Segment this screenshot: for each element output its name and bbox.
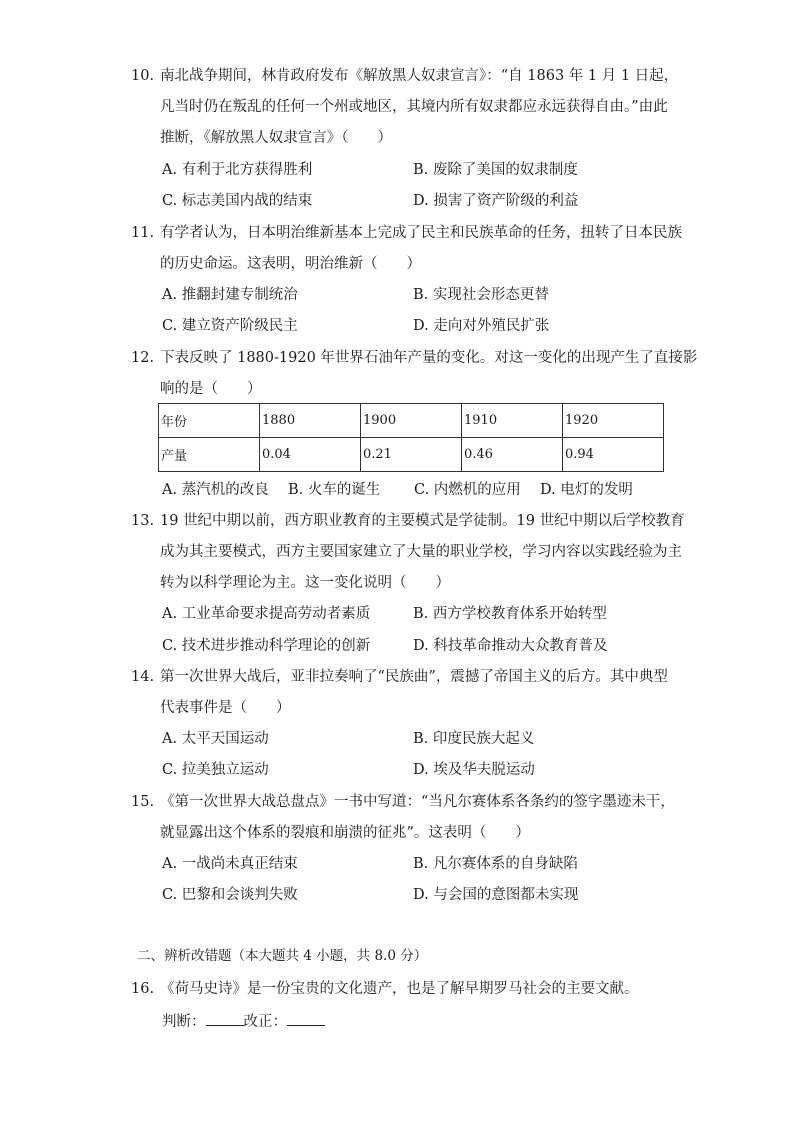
option-a: A. 太平天国运动 — [162, 731, 269, 747]
question-text-line: 就显露出这个体系的裂痕和崩溃的征兆”。这表明（ ） — [160, 825, 530, 841]
table-cell: 0.21 — [361, 438, 462, 472]
option-b: B. 凡尔赛体系的自身缺陷 — [413, 856, 578, 872]
table-cell: 1900 — [361, 404, 462, 438]
table-cell: 1920 — [563, 404, 664, 438]
question-number: 12. — [131, 350, 155, 366]
judge-blank[interactable] — [206, 1011, 244, 1026]
answer-line — [162, 1011, 325, 1032]
question-text-line: 有学者认为，日本明治维新基本上完成了民主和民族革命的任务，扭转了日本民族 — [160, 225, 682, 241]
table-cell: 0.94 — [563, 438, 664, 472]
question-number: 16. — [131, 981, 155, 997]
question-number: 11. — [131, 225, 155, 241]
table-row — [159, 438, 664, 472]
option-c: C. 建立资产阶级民主 — [162, 318, 298, 334]
table-cell: 1880 — [260, 404, 361, 438]
question-number: 13. — [131, 513, 155, 529]
question-text-line: 第一次世界大战后，亚非拉奏响了“民族曲”，震撼了帝国主义的后方。其中典型 — [160, 669, 668, 685]
question-text-line: 《第一次世界大战总盘点》一书中写道：“当凡尔赛体系各条约的签字墨迹未干， — [160, 794, 675, 810]
judge-label: 判断： — [162, 1014, 206, 1030]
option-d: D. 与会国的意图都未实现 — [413, 887, 579, 903]
table-row — [159, 404, 664, 438]
option-b: B. 实现社会形态更替 — [413, 287, 549, 303]
table-cell: 0.04 — [260, 438, 361, 472]
question-text-line: 推断，《解放黑人奴隶宣言》（ ） — [160, 130, 392, 146]
table-cell: 1910 — [462, 404, 563, 438]
table-header-cell: 产量 — [159, 438, 260, 472]
correct-blank[interactable] — [287, 1011, 325, 1026]
question-number: 14. — [131, 669, 155, 685]
question-text-line: 转为以科学理论为主。这一变化说明（ ） — [160, 575, 450, 591]
option-d: D. 埃及华夫脱运动 — [413, 762, 535, 778]
table-header-cell: 年份 — [159, 404, 260, 438]
option-a: A. 推翻封建专制统治 — [162, 287, 298, 303]
table-cell: 0.46 — [462, 438, 563, 472]
question-text-line: 响的是（ ） — [160, 381, 262, 397]
option-b: B. 西方学校教育体系开始转型 — [413, 606, 607, 622]
option-c: C. 内燃机的应用 — [414, 482, 521, 498]
option-a: A. 有利于北方获得胜利 — [162, 162, 313, 178]
oil-production-table — [158, 403, 664, 472]
question-text-line: 《荷马史诗》是一份宝贵的文化遗产，也是了解早期罗马社会的主要文献。 — [160, 981, 639, 997]
question-text-line: 凡当时仍在叛乱的任何一个州或地区，其境内所有奴隶都应永远获得自由。”由此 — [160, 99, 668, 115]
question-number: 15. — [131, 794, 155, 810]
option-a: A. 工业革命要求提高劳动者素质 — [162, 606, 371, 622]
question-text-line: 成为其主要模式，西方主要国家建立了大量的职业学校，学习内容以实践经验为主 — [160, 544, 682, 560]
question-number: 10. — [131, 68, 155, 84]
option-d: D. 科技革命推动大众教育普及 — [413, 638, 608, 654]
option-c: C. 标志美国内战的结束 — [162, 193, 313, 209]
option-b: B. 火车的诞生 — [288, 482, 381, 498]
option-b: B. 印度民族大起义 — [413, 731, 535, 747]
correct-label: 改正： — [243, 1014, 287, 1030]
option-d: D. 损害了资产阶级的利益 — [413, 193, 579, 209]
option-a: A. 一战尚未真正结束 — [162, 856, 298, 872]
option-d: D. 电灯的发明 — [540, 482, 633, 498]
option-d: D. 走向对外殖民扩张 — [413, 318, 550, 334]
option-c: C. 巴黎和会谈判失败 — [162, 887, 298, 903]
question-text-line: 19 世纪中期以前，西方职业教育的主要模式是学徒制。19 世纪中期以后学校教育 — [160, 513, 685, 529]
option-a: A. 蒸汽机的改良 — [162, 482, 269, 498]
option-b: B. 废除了美国的奴隶制度 — [413, 162, 578, 178]
question-text-line: 的历史命运。这表明，明治维新（ ） — [160, 256, 421, 272]
option-c: C. 拉美独立运动 — [162, 762, 269, 778]
question-text-line: 下表反映了 1880-1920 年世界石油年产量的变化。对这一变化的出现产生了直接影 — [160, 350, 698, 366]
question-text-line: 南北战争期间，林肯政府发布《解放黑人奴隶宣言》：“自 1863 年 1 月 1 日起， — [160, 68, 679, 84]
question-text-line: 代表事件是（ ） — [160, 700, 291, 716]
section-heading: 二、辨析改错题（本大题共 4 小题，共 8.0 分） — [137, 948, 428, 964]
option-c: C. 技术进步推动科学理论的创新 — [162, 638, 371, 654]
